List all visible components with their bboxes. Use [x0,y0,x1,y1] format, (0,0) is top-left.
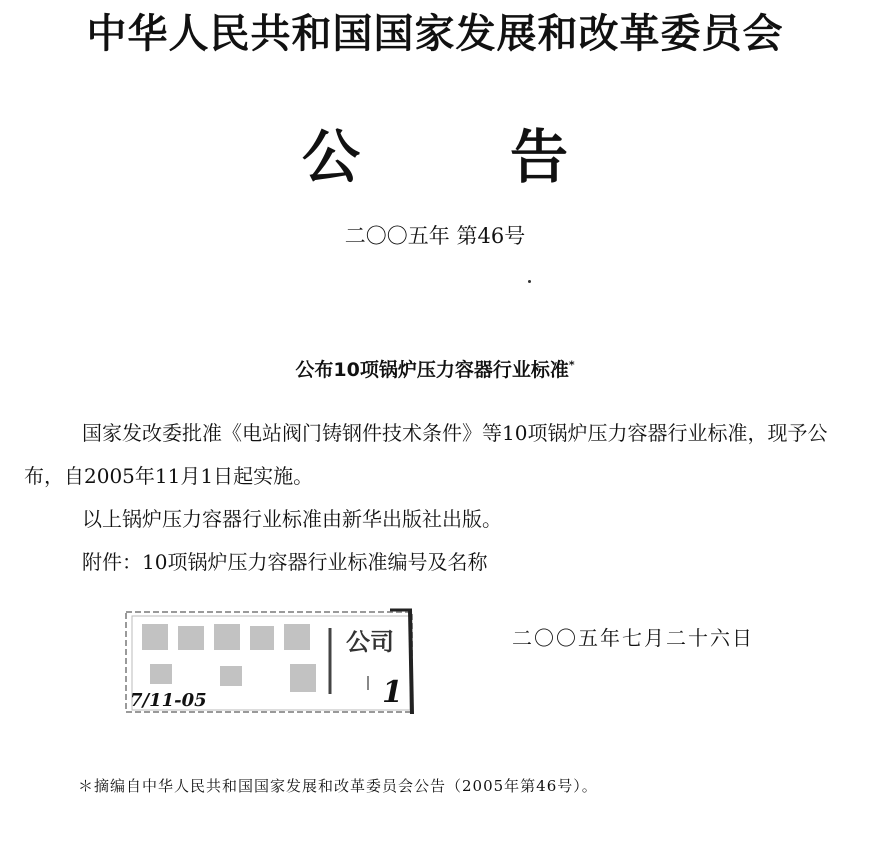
issue-date: 二〇〇五年七月二十六日 [512,626,754,650]
receipt-stamp-graphic [120,606,418,718]
handwritten-date: 7/11-05 [130,690,207,711]
attachment-line: 附件：10项锅炉压力容器行业标准编号及名称 [82,550,488,574]
footnote-marker: * [568,358,575,372]
title-char-2: 告 [510,123,569,191]
issuer-heading: 中华人民共和国国家发展和改革委员会 [86,11,784,57]
title-char-1: 公 [301,123,360,191]
notice-subject-text: 公布10项锅炉压力容器行业标准 [295,359,569,381]
document-number: 二〇〇五年 第46号 [344,224,526,248]
document-title [0,110,870,194]
stamp-partial-text: 公司 [346,628,394,656]
scan-speck [528,280,531,283]
footnote-text: ＊摘编自中华人民共和国国家发展和改革委员会公告（2005年第46号）。 [78,777,598,795]
notice-body [24,412,854,584]
notice-subject [0,355,870,382]
handwritten-mark: 1 [382,675,403,710]
receipt-stamp [120,606,418,718]
body-paragraph-2: 以上锅炉压力容器行业标准由新华出版社出版。 [82,507,502,531]
body-paragraph-1: 国家发改委批准《电站阀门铸钢件技术条件》等10项锅炉压力容器行业标准，现予公布，自2005年11月1日起实施。 [24,421,828,488]
